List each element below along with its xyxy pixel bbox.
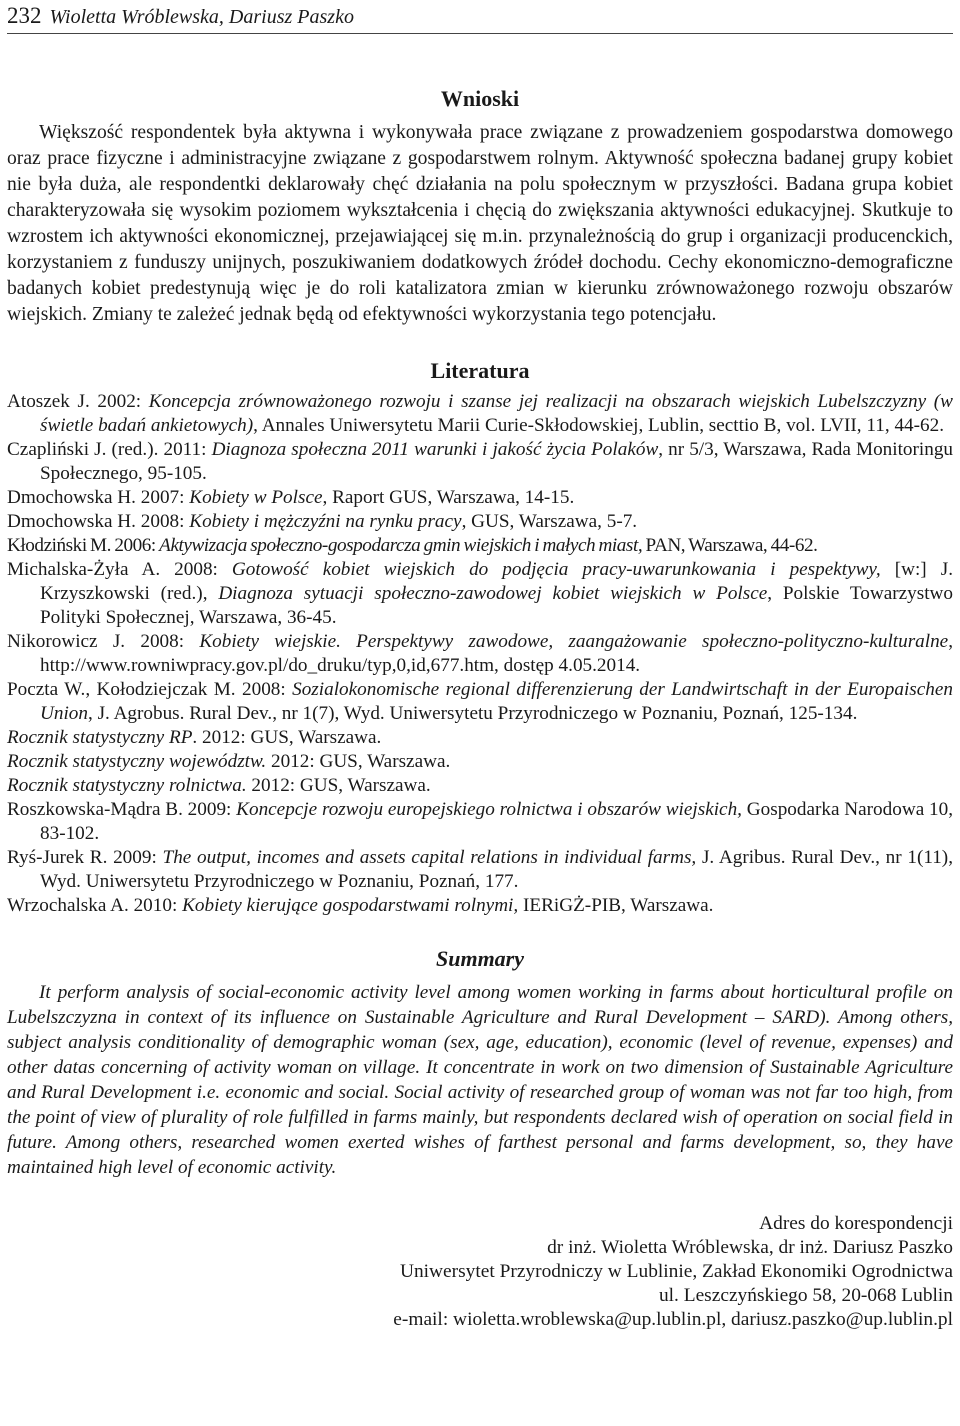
running-head-authors: Wioletta Wróblewska, Dariusz Paszko	[49, 6, 354, 28]
correspondence-names: dr inż. Wioletta Wróblewska, dr inż. Dariusz Paszko	[547, 1237, 953, 1258]
reference-item: Dmochowska H. 2008: Kobiety i mężczyźni na rynku pracy, GUS, Warszawa, 5-7.	[7, 511, 638, 532]
reference-item: Wrzochalska A. 2010: Kobiety kierujące gospodarstwami rolnymi, IERiGŻ-PIB, Warszawa.	[7, 895, 714, 916]
correspondence-block	[7, 1212, 953, 1332]
reference-item: Rocznik statystyczny województw. 2012: GUS, Warszawa.	[7, 751, 451, 772]
reference-item: Rocznik statystyczny RP. 2012: GUS, Warszawa.	[7, 727, 382, 748]
reference-item: Nikorowicz J. 2008: Kobiety wiejskie. Perspektywy zawodowe, zaangażowanie społeczno-polityczno-kulturalne, http://www.rowniwpracy.gov.pl/do_druku/typ,0,id,677.htm, dostęp 4.05.2014.	[7, 631, 953, 676]
conclusions-heading: Wnioski	[440, 86, 520, 111]
reference-item: Atoszek J. 2002: Koncepcja zrównoważonego rozwoju i szanse jej realizacji na obszarach wiejskich Lubelszczyzny (w świetle badań ankietowych), Annales Uniwersytetu Marii Curie-Skłodowskiej, Lublin, secttio B, vol. LVII, 11, 44-62.	[7, 391, 953, 436]
reference-item: Dmochowska H. 2007: Kobiety w Polsce, Raport GUS, Warszawa, 14-15.	[7, 487, 575, 508]
correspondence-institution: Uniwersytet Przyrodniczy w Lublinie, Zakład Ekonomiki Ogrodnictwa	[399, 1261, 953, 1282]
content	[7, 86, 953, 1332]
running-head	[7, 0, 953, 34]
conclusions-paragraph: Większość respondentek była aktywna i wykonywała prace związane z prowadzeniem gospodarstwa domowego oraz prace fizyczne i administracyjne związane z gospodarstwem rolnym. Aktywność społeczna badanej grupy kobiet nie była duża, ale respondentki deklarowały chęć działania na polu społecznym w przyszłości. Badana grupa kobiet charakteryzowała się wysokim poziomem wykształcenia i chęcią do zwiększania aktywności edukacyjnej. Skutkuje to wzrostem ich aktywności ekonomicznej, przejawiającej się m.in. przynależnością do grup i organizacji producenckich, korzystaniem z funduszy unijnych, poszukiwaniem dodatkowych źródeł dochodu. Cechy ekonomiczno-demograficzne badanych kobiet predestynują więc je do roli katalizatora zmian w kierunku zrównoważonego rozwoju obszarów wiejskich. Zmiany te zależeć jednak będą od efektywności wykorzystania tego potencjału.	[7, 122, 953, 325]
correspondence-email: e-mail: wioletta.wroblewska@up.lublin.pl, dariusz.paszko@up.lublin.pl	[393, 1309, 953, 1330]
correspondence-label: Adres do korespondencji	[759, 1213, 953, 1234]
summary-heading: Summary	[435, 946, 525, 971]
reference-item: Ryś-Jurek R. 2009: The output, incomes and assets capital relations in individual farms, J. Agribus. Rural Dev., nr 1(11), Wyd. Uniwersytetu Przyrodniczego w Poznaniu, Poznań, 177.	[7, 847, 953, 892]
page-number: 232	[7, 3, 42, 28]
reference-list	[7, 390, 953, 918]
correspondence-address: ul. Leszczyńskiego 58, 20-068 Lublin	[658, 1285, 953, 1306]
literature-heading: Literatura	[430, 358, 530, 383]
reference-item: Kłodziński M. 2006: Aktywizacja społeczno-gospodarcza gmin wiejskich i małych miast, PAN, Warszawa, 44-62.	[7, 535, 818, 556]
reference-item: Michalska-Żyła A. 2008: Gotowość kobiet wiejskich do podjęcia pracy-uwarunkowania i pespektywy, [w:] J. Krzyszkowski (red.), Diagnoza sytuacji społeczno-zawodowej kobiet wiejskich w Polsce, Polskie Towarzystwo Polityki Społecznej, Warszawa, 36-45.	[7, 559, 953, 628]
reference-item: Poczta W., Kołodziejczak M. 2008: Sozialokonomische regional differenzierung der Landwirtschaft in der Europaischen Union, J. Agrobus. Rural Dev., nr 1(7), Wyd. Uniwersytetu Przyrodniczego w Poznaniu, Poznań, 125-134.	[7, 679, 953, 724]
summary-paragraph: It perform analysis of social-economic activity level among women working in farms about horticultural profile on Lubelszczyzna in context of its influence on Sustainable Agriculture and Rural Development – SARD). Among others, subject analysis conditionality of demographic woman (sex, age, education), economic (level of revenue, expenses) and other datas concerning of activity woman on village. It concentrate in work on two dimension of Sustainable Agriculture and Rural Development i.e. economic and social. Social activity of researched group of woman was not far too high, from the point of view of plurality of role fulfilled in farms mainly, but respondents declared wish of operation on social field in future. Among others, researched women exerted wishes of farthest personal and farms development, so, they have maintained high level of economic activity.	[7, 982, 953, 1178]
reference-item: Czapliński J. (red.). 2011: Diagnoza społeczna 2011 warunki i jakość życia Polaków, nr 5/3, Warszawa, Rada Monitoringu Społecznego, 95-105.	[7, 439, 954, 484]
reference-item: Roszkowska-Mądra B. 2009: Koncepcje rozwoju europejskiego rolnictwa i obszarów wiejskich, Gospodarka Narodowa 10, 83-102.	[7, 799, 953, 844]
reference-item: Rocznik statystyczny rolnictwa. 2012: GUS, Warszawa.	[7, 775, 431, 796]
